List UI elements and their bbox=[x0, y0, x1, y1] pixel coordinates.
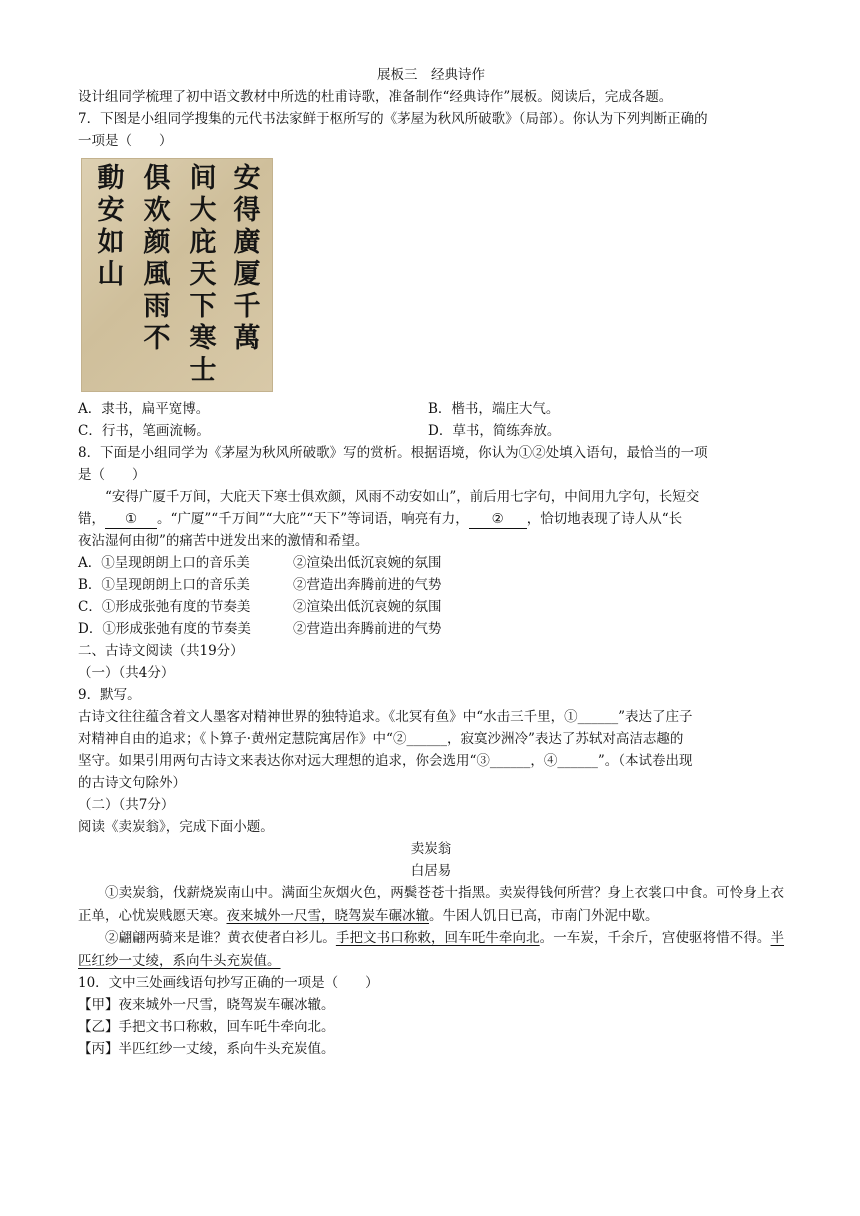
poem-paragraph-2 bbox=[78, 927, 784, 972]
calligraphy-char: 風 bbox=[143, 259, 171, 290]
q7-option-d[interactable]: D．草书，简练奔放。 bbox=[428, 423, 561, 439]
q8-option-part2: ②渲染出低沉哀婉的氛围 bbox=[293, 555, 442, 571]
calligraphy-column bbox=[140, 163, 174, 355]
section-title: 展板三 经典诗作 bbox=[377, 67, 485, 83]
q8-stem-line1: 8．下面是小组同学为《茅屋为秋风所破歌》写的赏析。根据语境，你认为①②处填入语句，最恰当的一项 bbox=[78, 445, 708, 461]
q10-title: 10．文中三处画线语句抄写正确的一项是（ ） bbox=[78, 975, 379, 991]
calligraphy-char: 動 bbox=[97, 163, 125, 194]
calligraphy-char: 庇 bbox=[189, 227, 217, 258]
q7-option-c[interactable]: C．行书，笔画流畅。 bbox=[78, 423, 210, 439]
q10-item-bing: 【丙】半匹红纱一丈绫，系向牛头充炭值。 bbox=[78, 1041, 335, 1057]
calligraphy-char: 大 bbox=[189, 195, 217, 226]
q8-paragraph-line3: 夜沾湿何由彻”的痛苦中迸发出来的激情和希望。 bbox=[78, 533, 369, 549]
calligraphy-char: 得 bbox=[233, 195, 261, 226]
underlined-line-bing: 半匹红纱一丈绫，系向牛头充炭值。 bbox=[78, 930, 785, 969]
q9-line4: 的古诗文句除外） bbox=[78, 775, 186, 791]
calligraphy-char: 寒 bbox=[189, 323, 217, 354]
q8-stem-line2: 是（ ） bbox=[78, 467, 146, 483]
q10-item-yi: 【乙】手把文书口称敕，回车吒牛牵向北。 bbox=[78, 1019, 335, 1035]
q8-text: 。“广厦”“千万间”“大庇”“天下”等词语，响亮有力， bbox=[157, 511, 469, 527]
subsection-1: （一）（共4分） bbox=[78, 665, 175, 681]
poem-text: 。一车炭，千余斤，宫使驱将惜不得。 bbox=[539, 930, 771, 946]
calligraphy-char: 千 bbox=[233, 291, 261, 322]
calligraphy-char: 天 bbox=[189, 259, 217, 290]
q10-item-jia: 【甲】夜来城外一尺雪，晓驾炭车碾冰辙。 bbox=[78, 997, 335, 1013]
poem-text: 。牛困人饥日已高，市南门外泥中歇。 bbox=[429, 907, 659, 924]
blank-1[interactable]: ① bbox=[105, 510, 157, 529]
calligraphy-char: 安 bbox=[233, 163, 261, 194]
q7-stem-line1: 7．下图是小组同学搜集的元代书法家鲜于枢所写的《茅屋为秋风所破歌》（局部）。你认为下列判断正确的 bbox=[78, 111, 708, 127]
calligraphy-char: 士 bbox=[189, 355, 217, 386]
q8-option-part1: B．①呈现朗朗上口的音乐美 bbox=[78, 577, 250, 593]
q8-text: ，恰切地表现了诗人从“长 bbox=[526, 511, 683, 527]
calligraphy-char: 间 bbox=[189, 163, 217, 194]
calligraphy-char: 萬 bbox=[233, 323, 261, 354]
q7-stem-line2: 一项是（ ） bbox=[78, 133, 173, 149]
blank-2[interactable]: ② bbox=[469, 510, 527, 529]
calligraphy-char: 如 bbox=[97, 227, 125, 258]
q8-text: 错， bbox=[78, 511, 105, 527]
subsection-2: （二）（共7分） bbox=[78, 797, 175, 813]
poem-text: ①卖炭翁，伐薪烧炭南山中。满面尘灰烟火色，两鬓苍苍十指黑。卖炭得钱何所营？身上衣裳口中食。可怜身上衣正单，心忧炭贱愿天寒。 bbox=[78, 885, 784, 924]
q9-line1: 古诗文往往蕴含着文人墨客对精神世界的独特追求。《北冥有鱼》中“水击三千里，①______”表达了庄子 bbox=[78, 709, 693, 725]
q8-option-c[interactable] bbox=[78, 596, 784, 618]
part2-title: 二、古诗文阅读（共19分） bbox=[78, 643, 244, 659]
q8-option-part1: D．①形成张弛有度的节奏美 bbox=[78, 621, 251, 637]
calligraphy-char: 厦 bbox=[233, 259, 261, 290]
q7-options-row-2 bbox=[78, 420, 784, 442]
calligraphy-image bbox=[81, 158, 273, 392]
poem-author: 白居易 bbox=[410, 863, 452, 879]
calligraphy-char: 安 bbox=[97, 195, 125, 226]
q8-option-part1: C．①形成张弛有度的节奏美 bbox=[78, 599, 251, 615]
q8-paragraph-line1: “安得广厦千万间，大庇天下寒士俱欢颜，风雨不动安如山”，前后用七字句，中间用九字句，长短交 bbox=[105, 489, 700, 505]
calligraphy-char: 雨 bbox=[143, 291, 171, 322]
calligraphy-char: 欢 bbox=[143, 195, 171, 226]
q9-line2: 对精神自由的追求；《卜算子·黄州定慧院寓居作》中“②______，寂寞沙洲冷”表达了苏轼对高洁志趣的 bbox=[78, 731, 684, 747]
calligraphy-char: 俱 bbox=[143, 163, 171, 194]
poem-text: ②翩翩两骑来是谁？黄衣使者白衫儿。 bbox=[105, 930, 336, 946]
q8-option-d[interactable] bbox=[78, 618, 784, 640]
q8-option-part2: ②渲染出低沉哀婉的氛围 bbox=[293, 599, 442, 615]
calligraphy-column bbox=[186, 163, 220, 387]
intro-text: 设计组同学梳理了初中语文教材中所选的杜甫诗歌，准备制作“经典诗作”展板。阅读后，完成各题。 bbox=[78, 89, 673, 105]
read-prompt: 阅读《卖炭翁》，完成下面小题。 bbox=[78, 819, 274, 835]
calligraphy-char: 下 bbox=[189, 291, 217, 322]
q7-options-row-1 bbox=[78, 398, 784, 420]
poem-paragraph-1 bbox=[78, 882, 784, 927]
q9-title: 9．默写。 bbox=[78, 687, 141, 703]
q9-line3: 坚守。如果引用两句古诗文来表达你对远大理想的追求，你会选用“③______，④______”。（本试卷出现 bbox=[78, 753, 693, 769]
q8-option-b[interactable] bbox=[78, 574, 784, 596]
q8-option-part1: A．①呈现朗朗上口的音乐美 bbox=[78, 555, 250, 571]
q7-option-a[interactable]: A．隶书，扁平宽博。 bbox=[78, 401, 210, 417]
underlined-line-jia: 夜来城外一尺雪，晓驾炭车碾冰辙 bbox=[226, 907, 429, 924]
exam-page bbox=[78, 64, 784, 1060]
q8-option-part2: ②营造出奔腾前进的气势 bbox=[293, 621, 442, 637]
q8-option-part2: ②营造出奔腾前进的气势 bbox=[293, 577, 442, 593]
calligraphy-char: 山 bbox=[97, 259, 125, 290]
q8-option-a[interactable] bbox=[78, 552, 784, 574]
calligraphy-char: 廣 bbox=[233, 227, 261, 258]
calligraphy-char: 颜 bbox=[143, 227, 171, 258]
underlined-line-yi: 手把文书口称敕，回车吒牛牵向北 bbox=[335, 930, 540, 946]
q7-option-b[interactable]: B．楷书，端庄大气。 bbox=[428, 401, 560, 417]
q8-paragraph-line2 bbox=[78, 508, 784, 530]
calligraphy-column bbox=[94, 163, 128, 291]
calligraphy-column bbox=[230, 163, 264, 355]
calligraphy-char: 不 bbox=[143, 323, 171, 354]
poem-title: 卖炭翁 bbox=[410, 841, 452, 857]
